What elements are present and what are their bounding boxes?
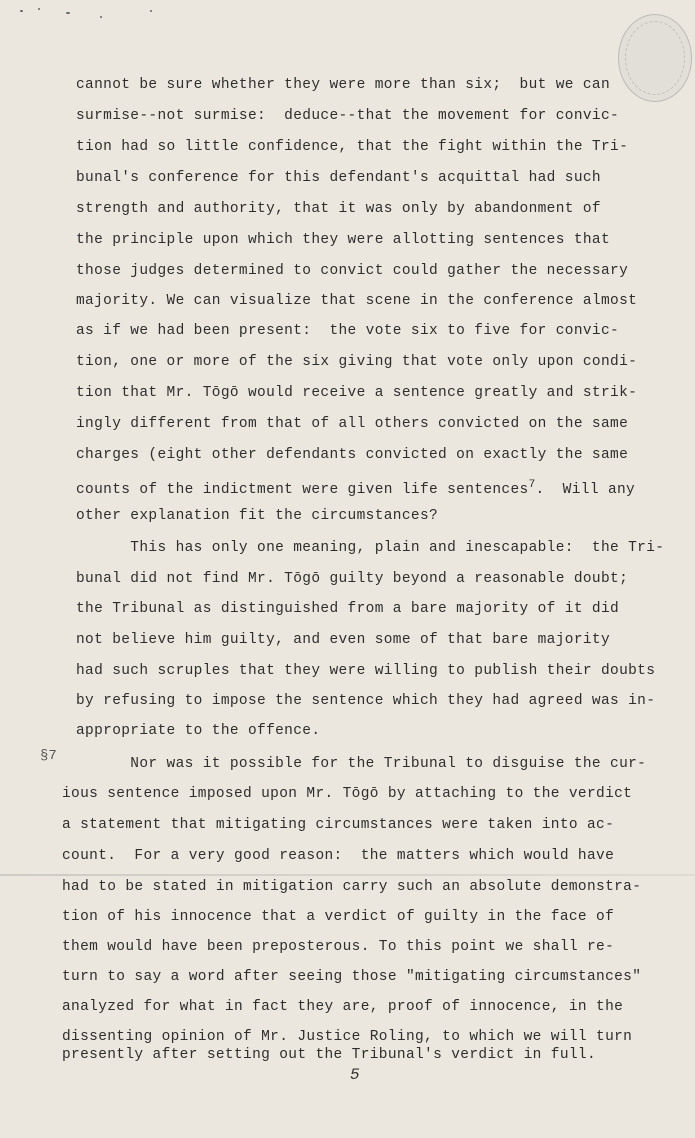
text-line-20: had such scruples that they were willing to publish their doubts [76,663,656,679]
text-line-9: as if we had been present: the vote six to five for convic- [76,323,620,339]
text-line-3: tion had so little confidence, that the fight within the Tri- [76,139,629,155]
text-line-25: a statement that mitigating circumstances were taken into ac- [62,817,615,833]
speck-2 [38,8,40,10]
text-line-27: had to be stated in mitigation carry such an absolute demonstra- [62,879,642,895]
speck-4 [100,16,102,18]
text-line-12: ingly different from that of all others convicted on the same [76,416,629,432]
text-line-6: the principle upon which they were allotting sentences that [76,232,611,248]
page-number: 5 [350,1066,360,1084]
text-line-14-tail: . Will any [535,481,636,498]
speck-1 [20,10,23,12]
text-line-16: This has only one meaning, plain and inescapable: the Tri- [76,540,665,556]
text-line-10: tion, one or more of the six giving that vote only upon condi- [76,354,638,370]
text-line-24: ious sentence imposed upon Mr. Tōgō by attaching to the verdict [62,786,633,802]
text-line-13: charges (eight other defendants convicted on exactly the same [76,447,629,463]
text-line-4: bunal's conference for this defendant's acquittal had such [76,170,601,186]
text-line-30: turn to say a word after seeing those "mitigating circumstances" [62,969,642,985]
library-stamp-seal [618,14,692,102]
text-line-15: other explanation fit the circumstances? [76,508,439,524]
text-line-1: cannot be sure whether they were more than six; but we can [76,77,611,93]
text-line-14 [76,476,635,499]
text-line-8: majority. We can visualize that scene in the conference almost [76,293,638,309]
text-line-14-main: counts of the indictment were given life sentences [76,481,529,498]
text-line-2: surmise--not surmise: deduce--that the movement for convic- [76,108,620,124]
stamp-inner-ring [625,21,685,95]
text-line-26: count. For a very good reason: the matters which would have [62,848,615,864]
text-line-23: Nor was it possible for the Tribunal to disguise the cur- [76,756,647,772]
text-line-18: the Tribunal as distinguished from a bare majority of it did [76,601,620,617]
speck-5 [150,10,152,12]
text-line-22: appropriate to the offence. [76,723,321,739]
paper-fold-crease [0,874,695,876]
text-line-21: by refusing to impose the sentence which they had agreed was in- [76,693,656,709]
text-line-29: them would have been preposterous. To this point we shall re- [62,939,615,955]
text-line-33: presently after setting out the Tribunal's verdict in full. [62,1047,597,1063]
text-line-11: tion that Mr. Tōgō would receive a sentence greatly and strik- [76,385,638,401]
footnote-reference: 7 [528,479,536,491]
text-line-28: tion of his innocence that a verdict of guilty in the face of [62,909,615,925]
text-line-19: not believe him guilty, and even some of that bare majority [76,632,611,648]
margin-annotation: §7 [40,748,57,764]
text-line-7: those judges determined to convict could gather the necessary [76,263,629,279]
speck-3 [66,12,70,14]
text-line-5: strength and authority, that it was only by abandonment of [76,201,601,217]
text-line-32: dissenting opinion of Mr. Justice Roling, to which we will turn [62,1029,633,1045]
text-line-31: analyzed for what in fact they are, proof of innocence, in the [62,999,624,1015]
text-line-17: bunal did not find Mr. Tōgō guilty beyond a reasonable doubt; [76,571,629,587]
